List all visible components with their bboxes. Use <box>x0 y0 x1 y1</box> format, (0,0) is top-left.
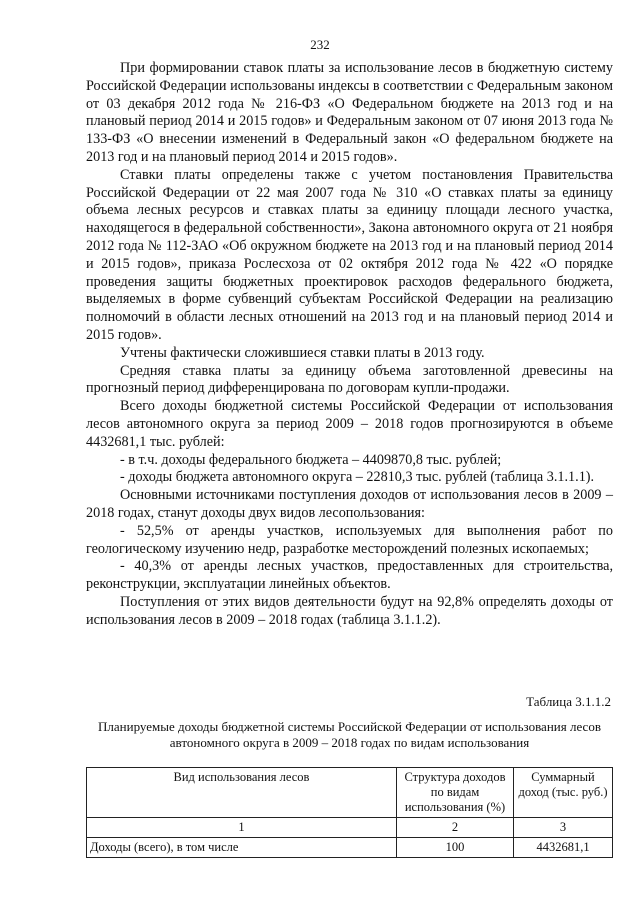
paragraph-indices: При формировании ставок платы за использование лесов в бюджетную систему Российской Федерации использованы индексы в соответствии с Федеральным законом от 03 декабря 2012 года № 216-ФЗ «О Федеральном бюджете на 2013 год и на плановый период 2014 и 2015 годов» и Федеральным законом от 07 июня 2013 года № 133-ФЗ «О внесении изменений в Федеральный закон «О федеральном бюджете на 2013 год и на плановый период 2014 и 2015 годов». <box>86 60 613 165</box>
paragraph-rates-basis: Ставки платы определены также с учетом постановления Правительства Российской Федерации от 22 мая 2007 года № 310 «О ставках платы за единицу объема лесных ресурсов и ставках платы за единицу площади лесного участка, находящегося в федеральной собственности», Закона автономного округа от 21 ноября 2012 года № 112-ЗАО «Об окружном бюджете на 2013 год и на плановый период 2014 и 2015 годов», приказа Рослесхоза от 02 октября 2012 года № 422 «О порядке проведения защиты бюджетных проектировок расходов федерального бюджета, выделяемых в форме субвенций субъектам Российской Федерации на реализацию полномочий в области лесных отношений на 2013 год и на плановый период 2014 и 2015 годов». <box>86 166 613 343</box>
table-column-number-row <box>87 818 613 838</box>
paragraph-average-rate: Средняя ставка платы за единицу объема заготовленной древесины на прогнозный период дифференцирована по договорам купли-продажи. <box>86 362 613 397</box>
table-row <box>87 838 613 858</box>
page-number: 232 <box>310 37 330 52</box>
table-cell-usage-type: Доходы (всего), в том числе <box>87 838 397 858</box>
paragraph-main-sources: Основными источниками поступления доходов от использования лесов в 2009 – 2018 годах, станут доходы двух видов лесопользования: <box>86 487 613 521</box>
table-cell-structure: 100 <box>397 838 514 858</box>
list-item-geology-share: - 52,5% от аренды участков, используемых для выполнения работ по геологическому изучению недр, разработке месторождений полезных ископаемых; <box>86 522 613 557</box>
column-number: 2 <box>397 818 514 838</box>
table-title: Планируемые доходы бюджетной системы Российской Федерации от использования лесов автономного округа в 2009 – 2018 годах по видам использования <box>98 719 601 750</box>
header-structure: Структура доходов по видам использования (%) <box>397 768 514 818</box>
list-item-regional-budget: - доходы бюджета автономного округа – 22810,3 тыс. рублей (таблица 3.1.1.1). <box>120 469 595 486</box>
income-table <box>86 767 613 858</box>
body-text <box>86 60 613 630</box>
table-header-row <box>87 768 613 818</box>
paragraph-combined-share: Поступления от этих видов деятельности будут на 92,8% определять доходы от использования лесов в 2009 – 2018 годах (таблица 3.1.1.2). <box>86 593 613 628</box>
list-item-federal-budget: - в т.ч. доходы федерального бюджета – 4409870,8 тыс. рублей; <box>120 451 502 468</box>
column-number: 1 <box>87 818 397 838</box>
table-cell-total: 4432681,1 <box>514 838 613 858</box>
header-usage-type: Вид использования лесов <box>87 768 397 818</box>
list-item-construction-share: - 40,3% от аренды лесных участков, предоставленных для строительства, реконструкции, эксплуатации линейных объектов. <box>86 558 613 593</box>
paragraph-total-income: Всего доходы бюджетной системы Российской Федерации от использования лесов автономного округа за период 2009 – 2018 годов прогнозируются в объеме 4432681,1 тыс. рублей: <box>86 398 613 450</box>
table-caption: Таблица 3.1.1.2 <box>526 694 611 709</box>
header-total-income: Суммарный доход (тыс. руб.) <box>514 768 613 818</box>
column-number: 3 <box>514 818 613 838</box>
paragraph-actual-rates: Учтены фактически сложившиеся ставки платы в 2013 году. <box>120 344 485 361</box>
